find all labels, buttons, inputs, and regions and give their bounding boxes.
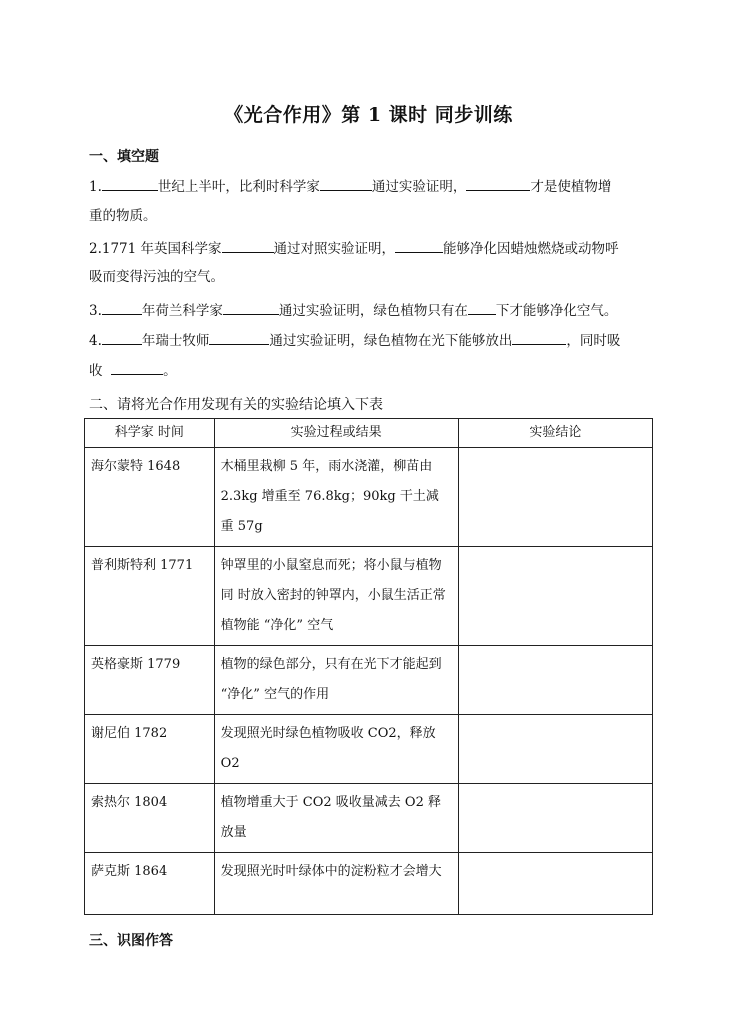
question-1: 1. 世纪上半叶，比利时科学家 通过实验证明， 才是使植物增 bbox=[89, 176, 659, 197]
process-cell: 木桶里栽柳 5 年，雨水浇灌，柳苗由 2.3kg 增重至 76.8kg；90kg 干土减重 57g bbox=[214, 448, 458, 547]
conclusion-cell[interactable] bbox=[458, 715, 652, 784]
scientist-cell: 索热尔 1804 bbox=[85, 784, 215, 853]
scientist-cell: 谢尼伯 1782 bbox=[85, 715, 215, 784]
answer-blank[interactable] bbox=[111, 360, 163, 375]
table-header: 科学家 时间 bbox=[85, 419, 215, 448]
process-cell: 发现照光时绿色植物吸收 CO2，释放 O2 bbox=[214, 715, 458, 784]
discovery-table bbox=[84, 418, 653, 915]
scientist-cell: 海尔蒙特 1648 bbox=[85, 448, 215, 547]
answer-blank[interactable] bbox=[102, 300, 142, 315]
table-header: 实验过程或结果 bbox=[214, 419, 458, 448]
process-cell: 钟罩里的小鼠窒息而死；将小鼠与植物同 时放入密封的钟罩内，小鼠生活正常 植物能 “净化” 空气 bbox=[214, 547, 458, 646]
answer-blank[interactable] bbox=[223, 300, 279, 315]
question-1-cont: 重的物质。 bbox=[89, 208, 157, 224]
answer-blank[interactable] bbox=[395, 238, 443, 253]
question-4-cont: 收 。 bbox=[89, 360, 659, 381]
table-row bbox=[85, 646, 653, 715]
page-title: 《光合作用》第 1 课时 同步训练 bbox=[224, 104, 513, 126]
conclusion-cell[interactable] bbox=[458, 547, 652, 646]
question-2: 2.1771 年英国科学家 通过对照实验证明， 能够净化因蜡烛燃烧或动物呼 bbox=[89, 238, 659, 259]
conclusion-cell[interactable] bbox=[458, 784, 652, 853]
conclusion-cell[interactable] bbox=[458, 646, 652, 715]
section3-heading: 三、识图作答 bbox=[89, 933, 173, 949]
question-3: 3. 年荷兰科学家 通过实验证明，绿色植物只有在 下才能够净化空气。 bbox=[89, 300, 659, 321]
question-4: 4. 年瑞士牧师 通过实验证明，绿色植物在光下能够放出 ，同时吸 bbox=[89, 330, 659, 351]
process-cell: 植物增重大于 CO2 吸收量减去 O2 释放量 bbox=[214, 784, 458, 853]
answer-blank[interactable] bbox=[512, 330, 566, 345]
scientist-cell: 萨克斯 1864 bbox=[85, 853, 215, 915]
table-row bbox=[85, 784, 653, 853]
section2-heading: 二、请将光合作用发现有关的实验结论填入下表 bbox=[89, 397, 383, 413]
table-row bbox=[85, 853, 653, 915]
answer-blank[interactable] bbox=[102, 330, 142, 345]
answer-blank[interactable] bbox=[466, 176, 530, 191]
answer-blank[interactable] bbox=[468, 300, 496, 315]
table-row bbox=[85, 715, 653, 784]
table-header-row bbox=[85, 419, 653, 448]
conclusion-cell[interactable] bbox=[458, 448, 652, 547]
question-2-cont: 吸而变得污浊的空气。 bbox=[89, 269, 224, 285]
scientist-cell: 英格豪斯 1779 bbox=[85, 646, 215, 715]
process-cell: 发现照光时叶绿体中的淀粉粒才会增大 bbox=[214, 853, 458, 915]
conclusion-cell[interactable] bbox=[458, 853, 652, 915]
answer-blank[interactable] bbox=[102, 176, 158, 191]
answer-blank[interactable] bbox=[222, 238, 274, 253]
table-row bbox=[85, 547, 653, 646]
table-row bbox=[85, 448, 653, 547]
table-header: 实验结论 bbox=[458, 419, 652, 448]
answer-blank[interactable] bbox=[209, 330, 269, 345]
process-cell: 植物的绿色部分，只有在光下才能起到 “净化” 空气的作用 bbox=[214, 646, 458, 715]
scientist-cell: 普利斯特利 1771 bbox=[85, 547, 215, 646]
section1-heading: 一、填空题 bbox=[89, 149, 159, 165]
answer-blank[interactable] bbox=[320, 176, 372, 191]
